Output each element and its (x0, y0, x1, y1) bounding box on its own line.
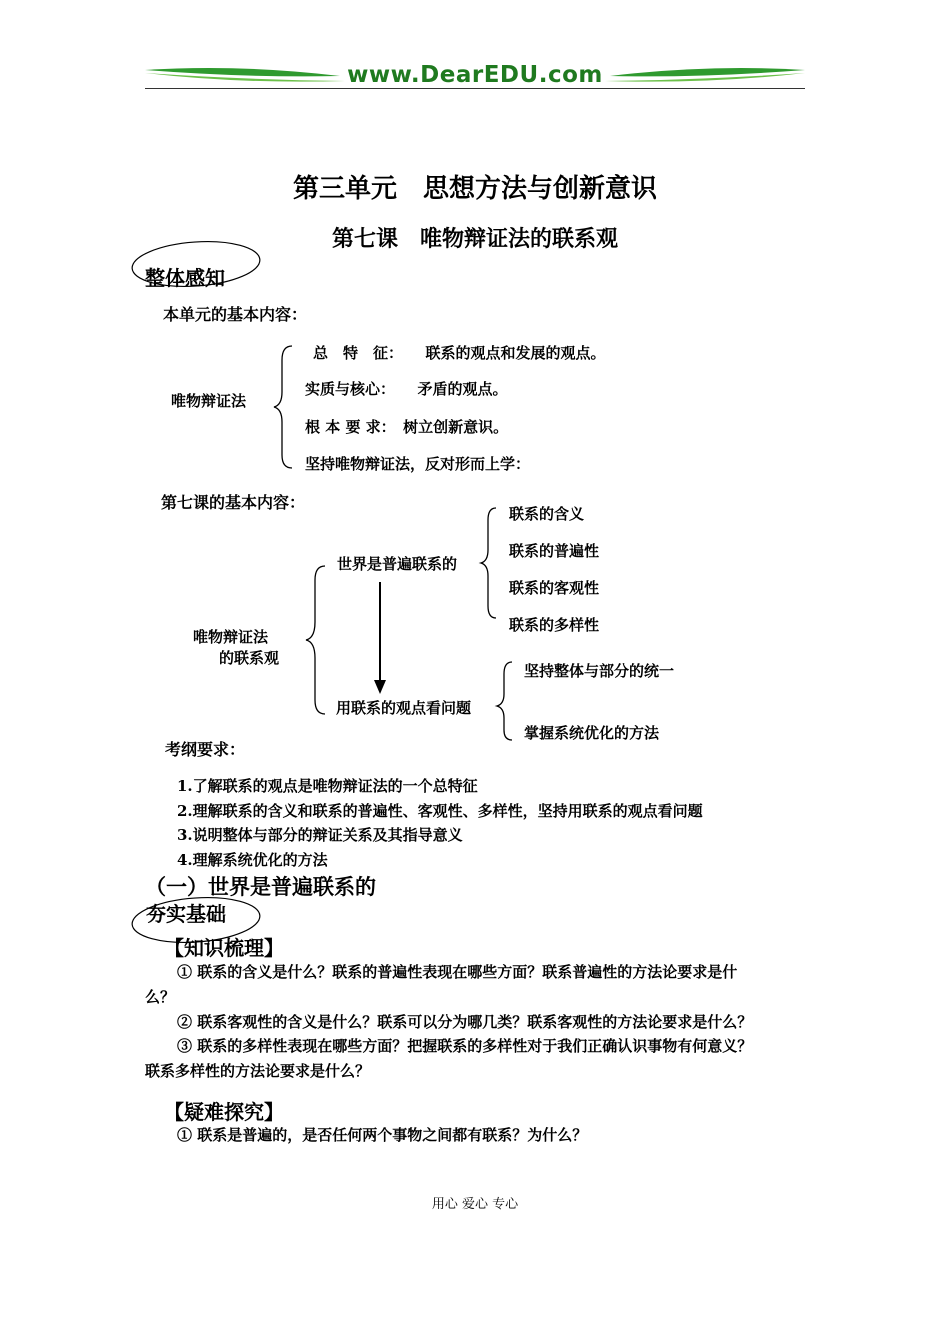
lesson-root-line2: 的联系观 (219, 649, 280, 667)
branch1-item: 联系的客观性 (509, 579, 600, 597)
knowledge-question-3: ③ 联系的多样性表现在哪些方面？把握联系的多样性对于我们正确认识事物有何意义？ (177, 1037, 753, 1055)
knowledge-question-3-cont: 联系多样性的方法论要求是什么？ (145, 1062, 371, 1080)
part1-heading: （一）世界是普遍联系的 (145, 874, 376, 899)
lesson-content-label: 第七课的基本内容： (161, 493, 306, 512)
site-logo: www.DearEDU.com (347, 62, 603, 88)
unit-item-4: 坚持唯物辩证法，反对形而上学： (305, 455, 531, 473)
unit-content-label: 本单元的基本内容： (163, 305, 308, 324)
branch2-item: 坚持整体与部分的统一 (524, 662, 675, 680)
branch2-node: 用联系的观点看问题 (336, 699, 472, 717)
unit-root-node: 唯物辩证法 (171, 392, 247, 410)
branch1-item: 联系的含义 (509, 505, 585, 523)
unit-item-1: 总 特 征： 联系的观点和发展的观点。 (313, 344, 606, 362)
knowledge-question-1-cont: 么？ (145, 988, 176, 1006)
difficult-heading: 【疑难探究】 (164, 1100, 284, 1124)
lesson-root-line1: 唯物辩证法 (193, 628, 269, 646)
page-title: 第三单元 思想方法与创新意识 (292, 174, 657, 204)
exam-item: 1.了解联系的观点是唯物辩证法的一个总特征 (177, 777, 478, 795)
exam-item: 3.说明整体与部分的辩证关系及其指导意义 (177, 826, 463, 844)
exam-item: 2.理解联系的含义和联系的普遍性、客观性、多样性，坚持用联系的观点看问题 (177, 802, 703, 820)
page-subtitle: 第七课 唯物辩证法的联系观 (331, 226, 618, 252)
unit-item-3: 根 本 要 求： 树立创新意识。 (305, 418, 509, 436)
branch1-node: 世界是普遍联系的 (337, 555, 458, 573)
unit-item-2: 实质与核心： 矛盾的观点。 (305, 380, 508, 398)
overview-heading: 整体感知 (145, 266, 225, 290)
branch2-item: 掌握系统优化的方法 (524, 724, 660, 742)
exam-item: 4.理解系统优化的方法 (177, 851, 328, 869)
knowledge-question-2: ② 联系客观性的含义是什么？联系可以分为哪几类？联系客观性的方法论要求是什么？ (177, 1013, 753, 1031)
page-footer: 用心 爱心 专心 (431, 1197, 519, 1212)
basic-heading: 夯实基础 (146, 902, 226, 926)
difficult-question-1: ① 联系是普遍的，是否任何两个事物之间都有联系？为什么？ (177, 1126, 588, 1144)
knowledge-heading: 【知识梳理】 (164, 936, 284, 960)
knowledge-question-1: ① 联系的含义是什么？联系的普遍性表现在哪些方面？联系普遍性的方法论要求是什 (177, 963, 738, 981)
branch1-item: 联系的多样性 (509, 616, 600, 634)
branch1-item: 联系的普遍性 (509, 542, 600, 560)
exam-heading: 考纲要求： (165, 740, 246, 759)
